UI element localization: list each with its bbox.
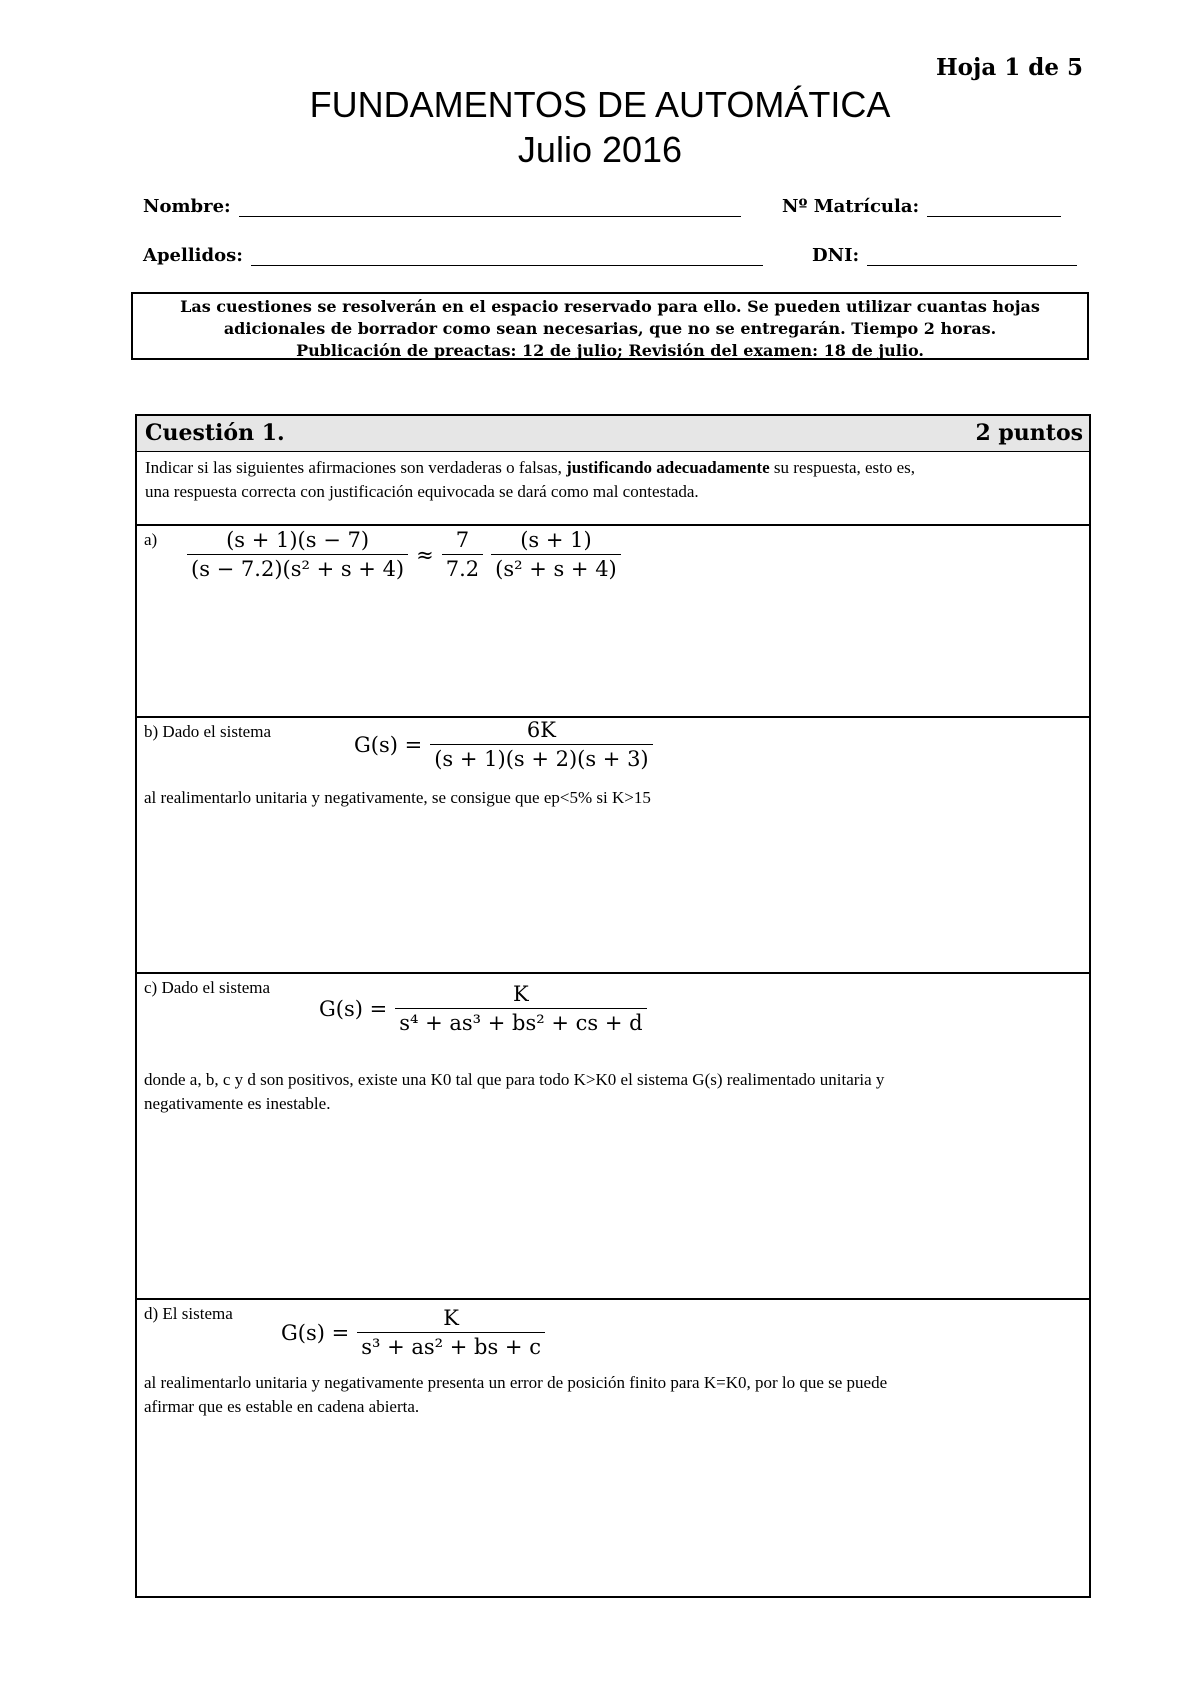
apellidos-field[interactable] <box>143 245 763 266</box>
notice-line-1: Las cuestiones se resolverán en el espacio reservado para ello. Se pueden utilizar cuantas hojas <box>180 297 1040 316</box>
item-a-formula <box>187 528 621 581</box>
item-b-formula <box>354 718 653 771</box>
item-a-approx: ≈ <box>416 542 434 567</box>
question-title: Cuestión 1. <box>145 420 285 446</box>
divider-d <box>137 1298 1089 1300</box>
item-c-num: K <box>513 982 529 1006</box>
item-a-rhs-num: (s + 1) <box>520 528 592 552</box>
matricula-label: Nº Matrícula: <box>782 196 920 217</box>
instr-bold: justificando adecuadamente <box>566 458 770 477</box>
divider-c <box>137 972 1089 974</box>
item-c-formula <box>319 982 647 1035</box>
item-a-rhs-den: (s² + s + 4) <box>491 554 621 581</box>
item-d-lhs: G(s) = <box>281 1320 350 1345</box>
matricula-field[interactable] <box>782 196 1061 217</box>
item-b-label: b) Dado el sistema <box>144 722 271 741</box>
item-d-text-line-1: al realimentarlo unitaria y negativamente presenta un error de posición finito para K=K0, por lo que se puede <box>144 1373 888 1392</box>
item-d-den: s³ + as² + bs + c <box>357 1332 545 1359</box>
dni-line[interactable] <box>867 247 1077 266</box>
item-b-lhs: G(s) = <box>354 732 423 757</box>
divider-a <box>137 524 1089 526</box>
notice-line-3: Publicación de preactas: 12 de julio; Revisión del examen: 18 de julio. <box>296 341 924 360</box>
notice-line-2: adicionales de borrador como sean necesarias, que no se entregarán. Tiempo 2 horas. <box>223 319 997 338</box>
item-c-label: c) Dado el sistema <box>144 978 271 997</box>
item-a-gain-fraction <box>442 528 483 581</box>
item-b-statement: al realimentarlo unitaria y negativamente, se consigue que ep<5% si K>15 <box>144 788 651 807</box>
dni-label: DNI: <box>812 245 860 266</box>
item-c-text-line-1: donde a, b, c y d son positivos, existe una K0 tal que para todo K>K0 el sistema G(s) realimentado unitaria y <box>144 1070 885 1089</box>
instr-part-a: Indicar si las siguientes afirmaciones son verdaderas o falsas, <box>145 458 567 477</box>
item-c-statement <box>144 1068 1074 1116</box>
item-c-fraction <box>395 982 646 1035</box>
item-a-label: a) <box>144 530 158 549</box>
question-header <box>137 416 1089 452</box>
item-d-formula <box>281 1306 545 1359</box>
item-b-fraction <box>430 718 652 771</box>
matricula-line[interactable] <box>927 198 1061 217</box>
instr-line-2: una respuesta correcta con justificación equivocada se dará como mal contestada. <box>145 482 699 501</box>
course-title: FUNDAMENTOS DE AUTOMÁTICA <box>309 84 891 125</box>
item-d-label: d) El sistema <box>144 1304 233 1323</box>
item-c-text-line-2: negativamente es inestable. <box>144 1094 331 1113</box>
item-a-lhs-den: (s − 7.2)(s² + s + 4) <box>187 554 408 581</box>
sheet-number: Hoja 1 de 5 <box>935 54 1083 81</box>
item-d-fraction <box>357 1306 545 1359</box>
exam-date: Julio 2016 <box>517 129 683 170</box>
item-c-den: s⁴ + as³ + bs² + cs + d <box>395 1008 646 1035</box>
exam-instructions-box <box>131 292 1089 360</box>
question-table <box>135 414 1091 1598</box>
apellidos-label: Apellidos: <box>143 245 243 266</box>
item-c-lhs: G(s) = <box>319 996 388 1021</box>
instr-part-b: su respuesta, esto es, <box>769 458 916 477</box>
nombre-label: Nombre: <box>143 196 231 217</box>
item-a-lhs-fraction <box>187 528 408 581</box>
nombre-line[interactable] <box>239 198 741 217</box>
item-a-lhs-num: (s + 1)(s − 7) <box>226 528 370 552</box>
item-d-text-line-2: afirmar que es estable en cadena abierta. <box>144 1397 420 1416</box>
nombre-field[interactable] <box>143 196 741 217</box>
question-instructions <box>145 456 1075 504</box>
question-points: 2 puntos <box>975 420 1083 446</box>
item-a-gain-num: 7 <box>455 528 470 552</box>
item-a-gain-den: 7.2 <box>442 554 483 581</box>
item-d-num: K <box>443 1306 459 1330</box>
dni-field[interactable] <box>812 245 1077 266</box>
item-d-statement <box>144 1371 1074 1419</box>
apellidos-line[interactable] <box>251 247 763 266</box>
item-a-rhs-fraction <box>491 528 621 581</box>
item-b-num: 6K <box>526 718 556 742</box>
item-b-den: (s + 1)(s + 2)(s + 3) <box>430 744 652 771</box>
